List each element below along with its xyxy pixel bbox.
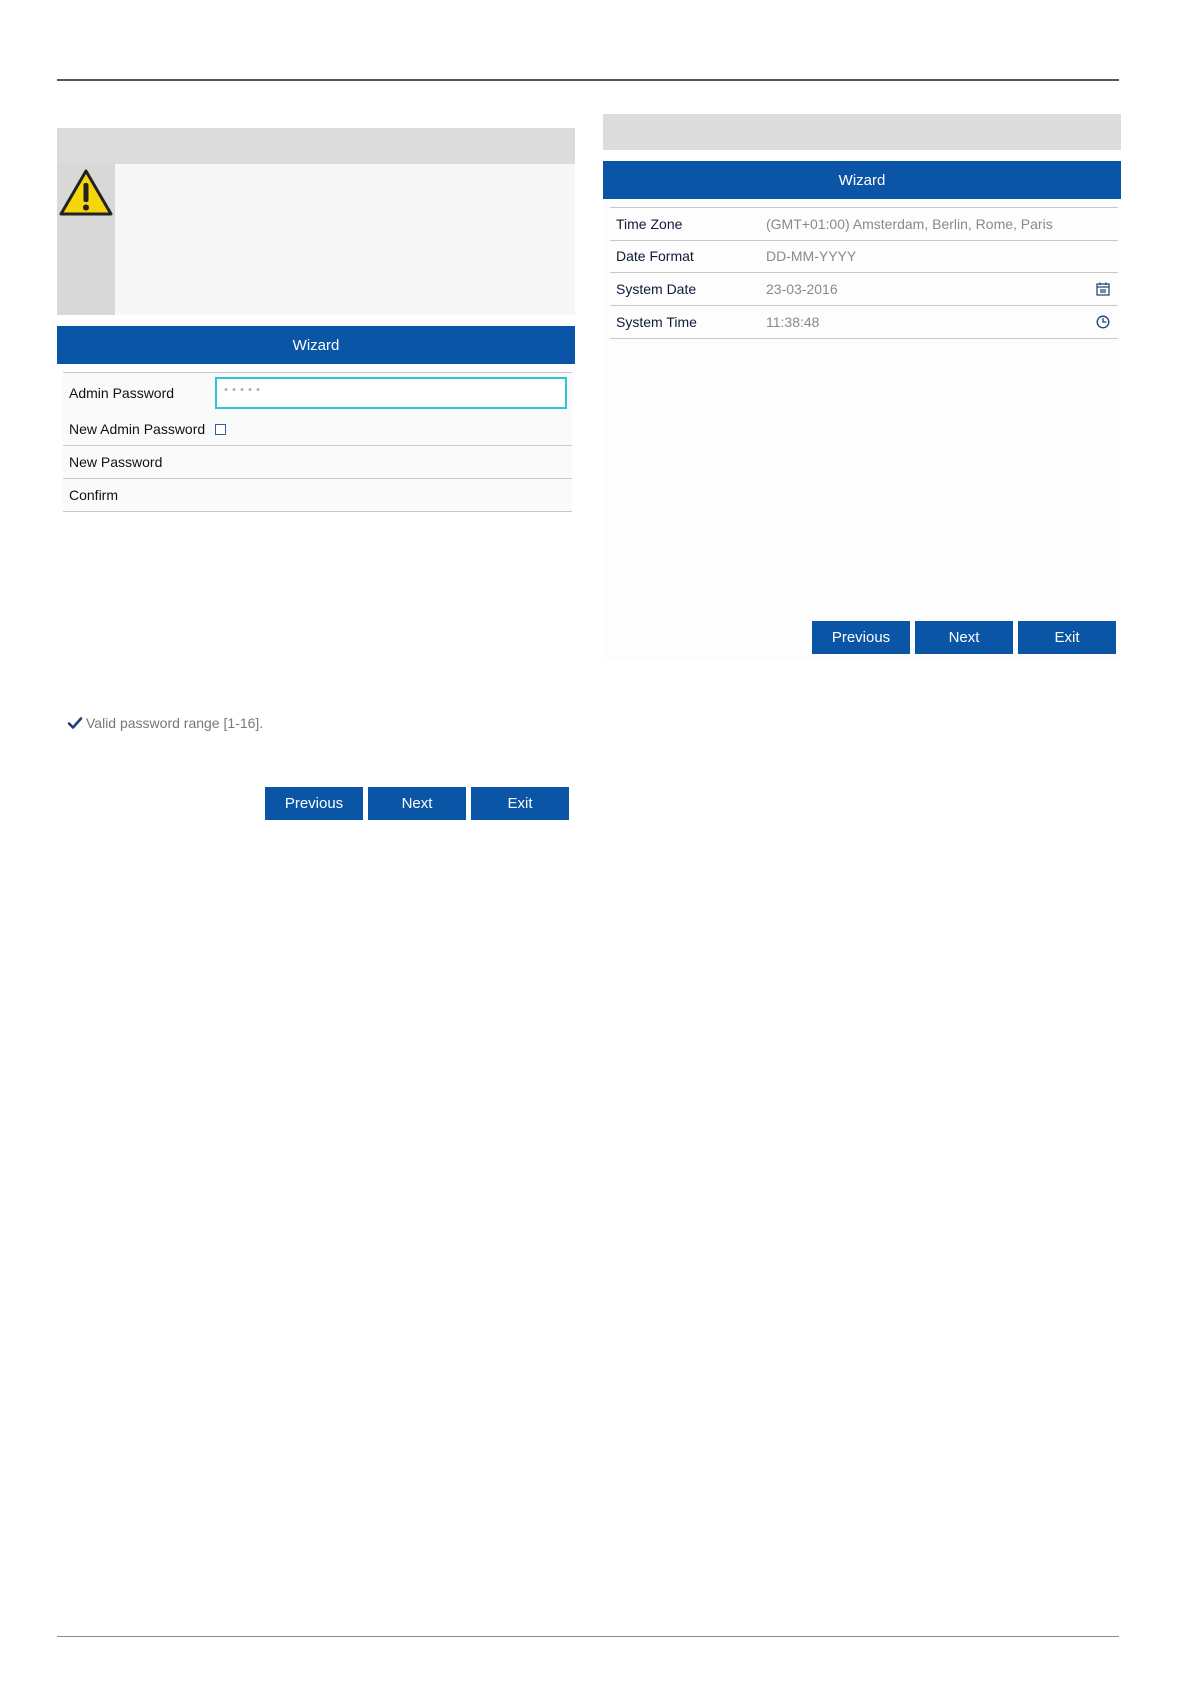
previous-button[interactable]: Previous — [265, 787, 363, 820]
wizard-title-bar-right: Wizard — [603, 161, 1121, 199]
exit-button[interactable]: Exit — [471, 787, 569, 820]
clock-icon[interactable] — [1092, 315, 1114, 329]
password-hint — [67, 715, 263, 731]
confirm-password-row[interactable] — [63, 479, 572, 512]
next-button[interactable]: Next — [368, 787, 466, 820]
admin-password-label: Admin Password — [69, 385, 175, 401]
system-time-row[interactable] — [610, 306, 1118, 339]
date-format-label: Date Format — [616, 248, 694, 264]
check-icon — [67, 716, 83, 730]
password-hint-text: Valid password range [1-16]. — [86, 715, 264, 731]
dialog-header-right — [603, 114, 1121, 150]
time-zone-label: Time Zone — [616, 216, 683, 232]
system-date-value[interactable]: 23-03-2016 — [766, 281, 838, 297]
warning-strip — [57, 164, 115, 315]
system-date-label: System Date — [616, 281, 697, 297]
system-time-value[interactable]: 11:38:48 — [766, 314, 820, 330]
confirm-label: Confirm — [69, 487, 119, 503]
wizard-title-bar: Wizard — [57, 326, 575, 364]
date-format-row[interactable] — [610, 240, 1118, 273]
new-admin-password-label: New Admin Password — [69, 421, 206, 437]
time-zone-value[interactable]: (GMT+01:00) Amsterdam, Berlin, Rome, Paris — [766, 216, 1053, 232]
new-password-row[interactable] — [63, 446, 572, 479]
system-time-label: System Time — [616, 314, 697, 330]
warning-icon — [59, 168, 113, 218]
admin-password-row — [63, 372, 572, 414]
new-admin-password-checkbox[interactable] — [215, 424, 226, 435]
date-format-value[interactable]: DD-MM-YYYY — [766, 248, 857, 264]
next-button-right[interactable]: Next — [915, 621, 1013, 654]
admin-password-input[interactable] — [215, 377, 567, 409]
bottom-rule — [57, 1636, 1119, 1637]
dialog-header — [57, 128, 575, 164]
time-zone-row[interactable] — [610, 207, 1118, 241]
warning-area — [57, 164, 575, 315]
new-admin-password-row — [63, 413, 572, 446]
top-rule — [57, 79, 1119, 81]
new-password-label: New Password — [69, 454, 163, 470]
previous-button-right[interactable]: Previous — [812, 621, 910, 654]
calendar-icon[interactable] — [1092, 282, 1114, 296]
exit-button-right[interactable]: Exit — [1018, 621, 1116, 654]
system-date-row[interactable] — [610, 273, 1118, 306]
